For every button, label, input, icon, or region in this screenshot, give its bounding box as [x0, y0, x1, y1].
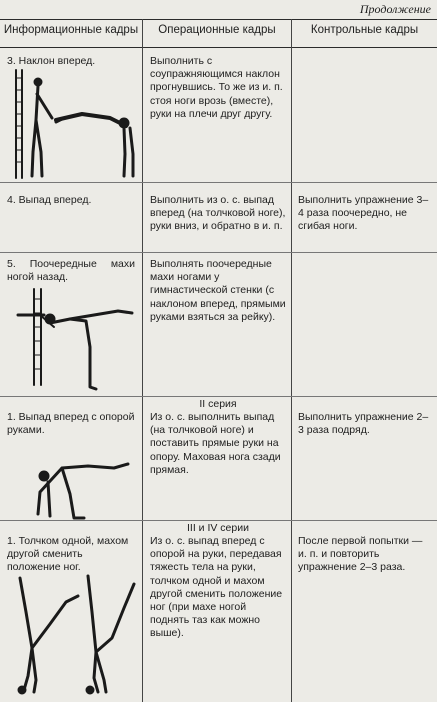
row-divider — [0, 182, 437, 183]
row2-info-text: 4. Выпад вперед. — [7, 194, 92, 206]
row5-info-text: 1. Толчком одной, махом другой сменить положение ног. — [7, 535, 129, 574]
column-divider-1 — [142, 19, 143, 702]
continuation-label: Продолжение — [359, 2, 431, 16]
row2-control-text: Выполнить упражнение 3–4 раза поочередно, не сгибая ноги. — [298, 194, 429, 233]
row3-leg-swing-illustration — [10, 285, 140, 395]
row-divider — [0, 396, 437, 397]
row4-operation-text: Из о. с. выполнить выпад (на толчковой ноге) и поставить прямые руки на опору. Маховая нога сзади прямая. — [150, 411, 281, 476]
header-info-frames: Информационные кадры — [3, 24, 139, 36]
header-bottom-rule — [0, 47, 437, 48]
series-2-label: II серия — [199, 398, 237, 410]
row2-operation-text: Выполнить из о. с. выпад вперед (на толчковой ноге), руки вниз, и обратно в и. п. — [150, 194, 286, 233]
series-3-4-label: III и IV серии — [187, 522, 249, 534]
column-divider-2 — [291, 19, 292, 702]
row1-partner-bend-illustration — [12, 68, 137, 180]
row5-control-text: После первой попытки — и. п. и повторить упражнение 2–3 раза. — [298, 535, 423, 574]
row3-operation-text: Выполнять поочередные махи ногами у гимнастической стенки (с наклоном вперед, прямыми руками взяться за рейку). — [150, 258, 286, 323]
row1-operation-text: Выполнить с соупражняющимся наклон прогнувшись. То же из и. п. стоя ноги врозь (вместе), руки на плечи друг другу. — [150, 55, 283, 120]
row-divider — [0, 520, 437, 521]
row4-lunge-support-illustration — [8, 446, 138, 522]
row1-info-text: 3. Наклон вперед. — [7, 55, 96, 67]
table-top-rule — [0, 19, 437, 20]
row-divider — [0, 252, 437, 253]
row3-info-text: 5. Поочередные махи ногой назад. — [7, 258, 135, 284]
header-control-frames: Контрольные кадры — [310, 24, 419, 36]
row5-operation-text: Из о. с. выпад вперед с опорой на руки, передавая тяжесть тела на руки, толчком одной и махом другой сменить положение ног (при махе ногой поднять таз как можно выше). — [150, 535, 283, 640]
row5-leg-change-illustration — [6, 572, 140, 700]
row4-info-text: 1. Выпад вперед с опорой руками. — [7, 411, 135, 437]
header-operation-frames: Операционные кадры — [158, 24, 276, 36]
row4-control-text: Выполнить упражнение 2–3 раза подряд. — [298, 411, 429, 437]
